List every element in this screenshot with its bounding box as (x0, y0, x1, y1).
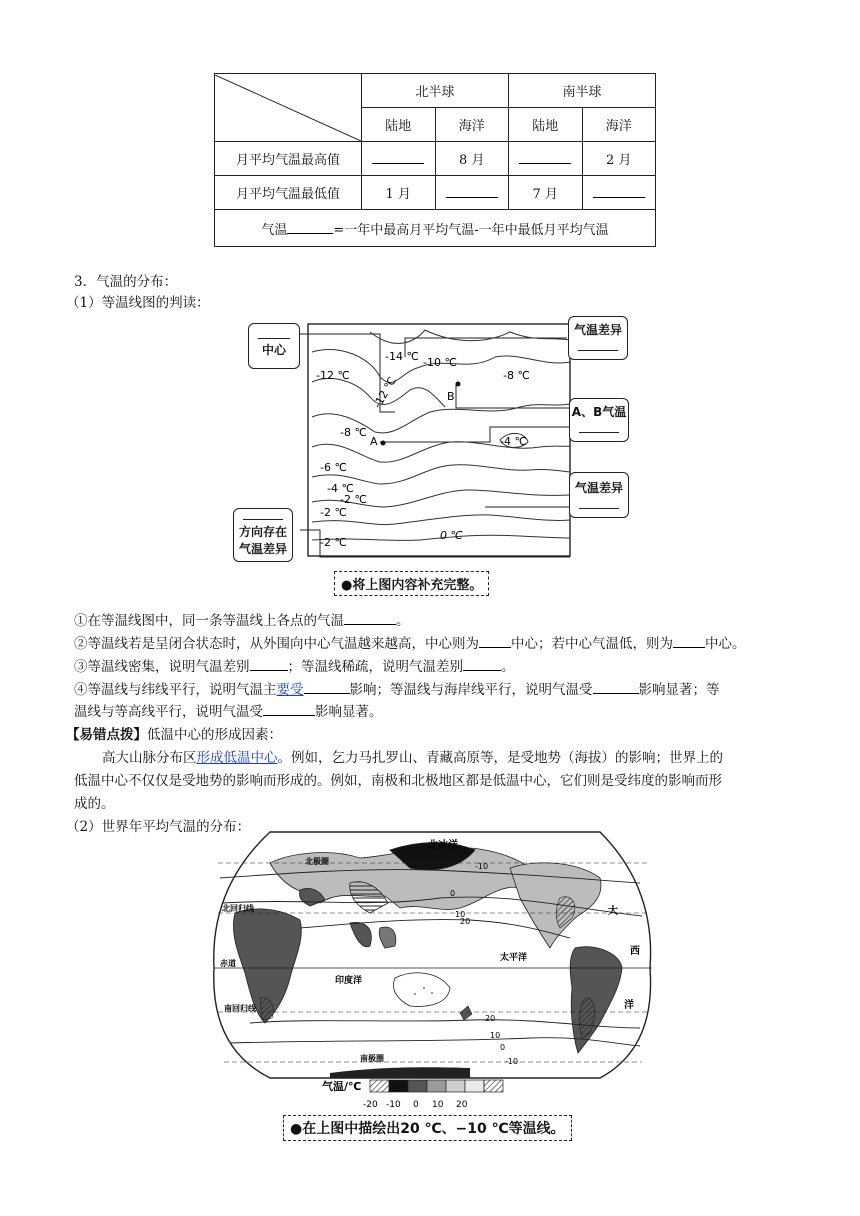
callout-ab-temp (569, 398, 629, 442)
item-3-blank-1[interactable] (250, 656, 288, 671)
header-south-land: 陆地 (509, 108, 583, 142)
legend-tick-1: -20 (363, 1100, 378, 1110)
world-map-caption: ●在上图中描绘出20 ℃、−10 ℃等温线。 (283, 1115, 572, 1141)
item-2-blank-1[interactable] (479, 633, 511, 648)
item-1 (74, 609, 410, 629)
row1-north-ocean: 8 月 (435, 142, 509, 176)
item-3b: ；等温线稀疏，说明气温差别 (287, 659, 463, 675)
iso-value-8: -10 (505, 1057, 519, 1066)
row1-label: 月平均气温最高值 (215, 142, 362, 176)
tip-p2: 低温中心不仅仅是受地势的影响而形成的。例如，南极和北极地区都是低温中心，它们则是受纬度的影响而形 (74, 773, 722, 789)
item-2c: 中心。 (705, 636, 746, 652)
item-4c: 影响显著；等 (638, 682, 720, 698)
tip-p1-link[interactable]: 形成低温中心 (196, 750, 278, 766)
item-4 (74, 678, 720, 698)
item-3 (74, 655, 515, 675)
callout-temp-diff-2-text: 气温差异 (574, 481, 623, 495)
item-4e: 影响显著。 (315, 704, 383, 720)
item-2 (74, 632, 746, 652)
legend-tick-3: 0 (413, 1100, 419, 1110)
diagonal-header-cell (215, 74, 362, 142)
header-north-ocean: 海洋 (435, 108, 509, 142)
iso-label-2: -10 ℃ (423, 356, 457, 369)
iso-label-5: -12 ℃ (370, 374, 399, 411)
section-3-title: 3．气温的分布： (74, 274, 178, 290)
iso-label-11: -2 ℃ (320, 506, 347, 519)
row2-south-land: 7 月 (509, 176, 583, 210)
iso-map-caption: ●将上图内容补充完整。 (334, 571, 489, 596)
subsection-2-title: （2）世界年平均气温的分布： (66, 819, 251, 835)
callout-direction-diff (233, 508, 293, 562)
legend-tick-2: -10 (386, 1100, 401, 1110)
iso-label-1: -14 ℃ (385, 350, 419, 363)
header-south-ocean: 海洋 (582, 108, 656, 142)
table-footer (215, 210, 656, 247)
iso-label-13: 0 ℃ (440, 529, 463, 542)
tip-p1b: 。例如，乞力马扎罗山、青藏高原等，是受地势（海拔）的影响；世界上的 (277, 750, 723, 766)
legend-swatch (446, 1080, 465, 1092)
iso-value-5: 20 (485, 1014, 496, 1023)
callout-temp-diff-1 (568, 316, 628, 360)
iso-value-1: -10 (475, 862, 489, 871)
iso-label-3: -12 ℃ (316, 369, 350, 382)
item-4-cont (74, 700, 383, 720)
tip-heading (66, 723, 282, 743)
legend-swatch (408, 1080, 427, 1092)
legend-tick-4: 10 (432, 1100, 444, 1110)
callout-direction-text-2: 气温差异 (238, 542, 287, 556)
label-equator: 赤道 (220, 959, 236, 968)
footer-prefix: 气温 (261, 222, 288, 238)
iso-label-8: -6 ℃ (320, 461, 347, 474)
temperature-table (214, 73, 656, 247)
row1-south-ocean: 2 月 (582, 142, 656, 176)
iso-value-6: 10 (490, 1031, 501, 1040)
item-2-blank-2[interactable] (673, 633, 705, 648)
row2-south-ocean-blank[interactable] (582, 176, 656, 210)
label-atlantic-1: 大 (608, 906, 618, 917)
row2-north-land: 1 月 (362, 176, 436, 210)
label-tropic-cancer: 北回归线 (222, 904, 254, 913)
callout-ab-text: A、B气温 (571, 405, 627, 419)
callout-direction-text-1: 方向存在 (238, 525, 287, 539)
item-4b: 影响；等温线与海岸线平行，说明气温受 (349, 682, 593, 698)
label-arctic-ocean: 北冰洋 (428, 840, 458, 851)
legend-title: 气温/℃ (322, 1080, 362, 1093)
item-3-blank-2[interactable] (463, 656, 501, 671)
legend-swatch (427, 1080, 446, 1092)
item-3c: 。 (501, 659, 515, 675)
iso-label-12: -2 ℃ (320, 536, 347, 549)
item-4-blank-1[interactable] (304, 679, 350, 694)
tip-head-text: 低温中心的形成因素： (147, 727, 282, 743)
callout-temp-diff-2 (569, 472, 629, 518)
iso-value-3: 10 (455, 910, 466, 919)
callout-temp-diff-1-text: 气温差异 (573, 323, 622, 337)
label-tropic-capricorn: 南回归线 (224, 1004, 256, 1013)
item-1-text: ①在等温线图中，同一条等温线上各点的气温 (74, 613, 344, 629)
item-4-blank-3[interactable] (263, 701, 315, 716)
row2-north-ocean-blank[interactable] (435, 176, 509, 210)
tip-p1a: 高大山脉分布区 (102, 750, 197, 766)
legend-swatch (370, 1080, 389, 1092)
tip-p3: 成的。 (74, 796, 115, 812)
tip-head: 【易错点拨】 (66, 727, 147, 743)
point-a-label: A (370, 435, 378, 448)
iso-label-9: -4 ℃ (327, 482, 354, 495)
legend-swatch (465, 1080, 484, 1092)
item-4d: 温线与等高线平行，说明气温受 (74, 704, 263, 720)
footer-blank[interactable] (287, 219, 333, 234)
label-pacific: 太平洋 (500, 953, 528, 963)
iso-label-7: -4 ℃ (500, 435, 527, 448)
iso-value-2: 0 (450, 889, 456, 898)
label-atlantic-3: 洋 (624, 1000, 634, 1011)
row2-label: 月平均气温最低值 (215, 176, 362, 210)
label-indian: 印度洋 (335, 976, 363, 986)
header-north-land: 陆地 (362, 108, 436, 142)
header-north: 北半球 (362, 74, 509, 108)
callout-center-text: 中心 (261, 343, 286, 357)
point-b-label: B (447, 390, 455, 403)
label-antarctic-circle: 南极圈 (360, 1054, 384, 1063)
item-1-end: 。 (396, 613, 410, 629)
iso-value-4: 20 (460, 917, 471, 926)
iso-label-10: -2 ℃ (340, 493, 367, 506)
label-arctic-circle: 北极圈 (305, 857, 329, 866)
legend-swatch (484, 1080, 503, 1092)
item-2a: ②等温线若是呈闭合状态时，从外围向中心气温越来越高，中心则为 (74, 636, 479, 652)
subsection-1-title: （1）等温线图的判读： (66, 295, 210, 311)
footer-suffix: =一年中最高月平均气温-一年中最低月平均气温 (333, 222, 609, 238)
item-2b: 中心；若中心气温低，则为 (511, 636, 673, 652)
item-4-blank-2[interactable] (593, 679, 639, 694)
row1-south-land-blank[interactable] (509, 142, 583, 176)
label-atlantic-2: 西 (630, 946, 640, 957)
legend-tick-5: 20 (456, 1100, 468, 1110)
iso-label-4: -8 ℃ (503, 369, 530, 382)
item-4a: ④等温线与纬线平行，说明气温主 (74, 682, 277, 698)
diagonal-line (215, 75, 361, 141)
legend-swatch (389, 1080, 408, 1092)
row1-north-land-blank[interactable] (362, 142, 436, 176)
tip-p1 (102, 746, 723, 766)
callout-center (248, 323, 300, 369)
item-4-link[interactable]: 要受 (276, 682, 304, 698)
item-3a: ③等温线密集，说明气温差别 (74, 659, 250, 675)
iso-label-6: -8 ℃ (340, 426, 367, 439)
item-1-blank[interactable] (344, 610, 396, 625)
world-temperature-map (210, 828, 656, 1110)
legend-swatches (370, 1080, 503, 1092)
header-south: 南半球 (509, 74, 656, 108)
iso-value-7: 0 (500, 1043, 506, 1052)
